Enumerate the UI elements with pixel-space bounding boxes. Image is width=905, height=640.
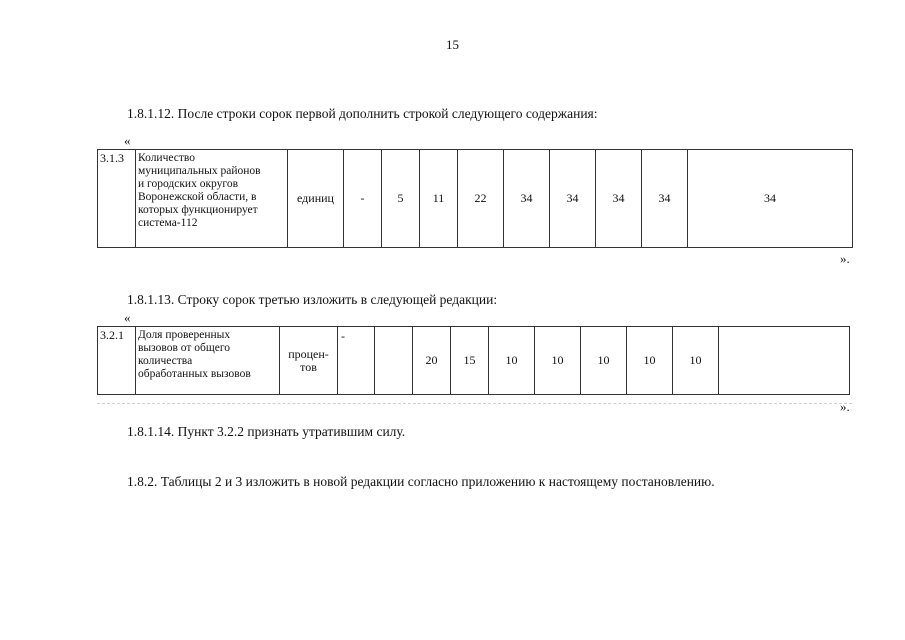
value-cell: 10 [627,327,673,395]
amendment-table-row-3-1-3 [97,149,853,248]
value-cell: 11 [420,150,458,248]
paragraph-1-8-1-12: 1.8.1.12. После строки сорок первой дополнить строкой следующего содержания: [127,106,598,121]
desc-line: Доля проверенных [138,329,231,341]
value-cell: 15 [451,327,489,395]
row-number-cell: 3.1.3 [98,150,136,248]
unit-line: процен- [288,346,329,361]
open-quote: « [124,310,131,325]
unit-line: тов [300,359,317,374]
table-row [98,327,850,395]
value-cell: 10 [489,327,535,395]
value-cell: 10 [535,327,581,395]
unit-cell [280,327,338,395]
value-cell: 10 [673,327,719,395]
desc-line: система-112 [138,217,198,229]
amendment-table-row-3-2-1 [97,326,850,395]
indicator-name-cell [136,327,280,395]
desc-line: которых функционирует [138,204,258,216]
desc-line: и городских округов [138,178,238,190]
row-number-cell: 3.2.1 [98,327,136,395]
value-cell: 34 [550,150,596,248]
close-quote: ». [840,399,850,414]
desc-line: муниципальных районов [138,165,261,177]
desc-line: вызовов от общего [138,342,231,354]
table-row [98,150,853,248]
paragraph-1-8-1-13: 1.8.1.13. Строку сорок третью изложить в следующей редакции: [127,292,498,307]
desc-line: Воронежской области, в [138,191,257,203]
value-cell [375,327,413,395]
dashed-divider [97,403,852,404]
value-cell: 22 [458,150,504,248]
paragraph-1-8-1-14: 1.8.1.14. Пункт 3.2.2 признать утратившим силу. [127,424,406,439]
open-quote: « [124,133,131,148]
page-number: 15 [446,37,459,52]
indicator-name-cell [136,150,288,248]
close-quote: ». [840,251,850,266]
value-cell: - [338,327,375,395]
value-cell: - [344,150,382,248]
value-cell: 34 [504,150,550,248]
value-cell [719,327,850,395]
paragraph-1-8-2: 1.8.2. Таблицы 2 и 3 изложить в новой редакции согласно приложению к настоящему постановлению. [127,474,715,489]
value-cell: 34 [596,150,642,248]
desc-line: количества [138,355,193,367]
value-cell: 20 [413,327,451,395]
value-cell: 10 [581,327,627,395]
desc-line: обработанных вызовов [138,368,251,380]
value-cell: 34 [688,150,853,248]
unit-cell: единиц [288,150,344,248]
desc-line: Количество [138,152,195,164]
value-cell: 5 [382,150,420,248]
value-cell: 34 [642,150,688,248]
